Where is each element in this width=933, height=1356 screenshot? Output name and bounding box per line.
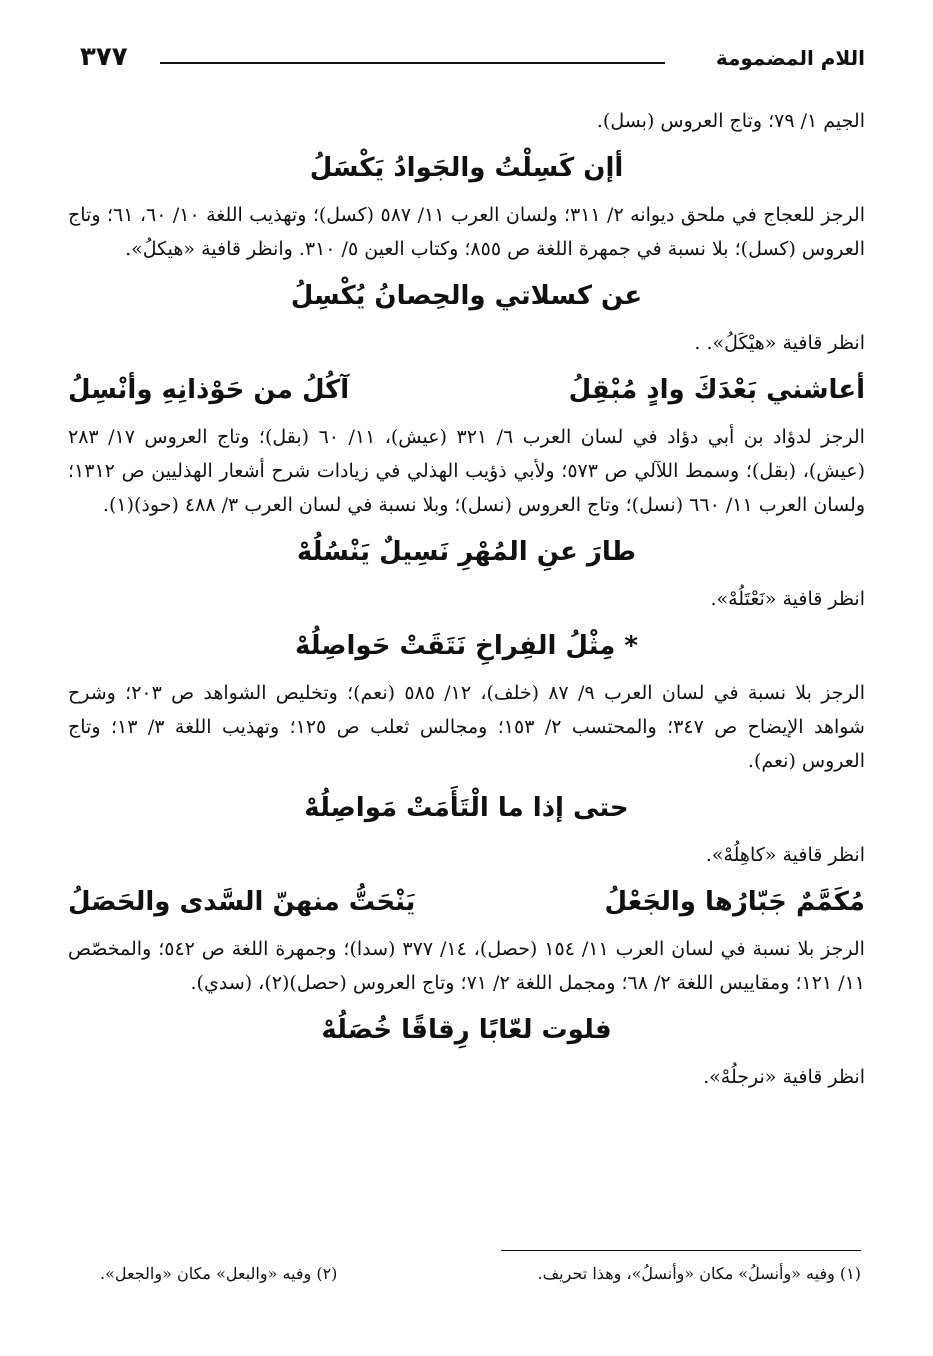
verse-second-hemistich: يَنْحَتُّ منهنّ السَّدى والحَصَلُ (68, 887, 416, 917)
citation-paragraph: الجيم ١/ ٧٩؛ وتاج العروس (بسل). (596, 110, 865, 132)
verse-couplet (68, 878, 865, 926)
header-rule (160, 62, 665, 64)
verse-line: * مِثْلُ الفِراخِ نَتَقَتْ حَواصِلُهْ (294, 631, 638, 661)
citation-paragraph: الرجز بلا نسبة في لسان العرب ٩/ ٨٧ (خلف)، ١٢/ ٥٨٥ (نعم)؛ وتخليص الشواهد ص ٢٠٣؛ وشرح شواهد الإيضاح ص ٣٤٧؛ والمحتسب ٢/ ١٥٣؛ ومجالس ثعلب ص ١٢٥؛ وتهذيب اللغة ٣/ ١٣؛ وتاج العروس (نعم). (68, 682, 865, 772)
page-number: ٣٧٧ (80, 42, 128, 72)
verse-line: حتى إذا ما الْتَأَمَتْ مَواصِلُهْ (304, 793, 629, 823)
verse-line: عن كسلاتي والحِصانُ يُكْسِلُ (290, 281, 643, 311)
cross-reference: انظر قافية «نرجلُهْ». (703, 1066, 865, 1088)
citation-paragraph: الرجز للعجاج في ملحق ديوانه ٢/ ٣١١؛ ولسان العرب ١١/ ٥٨٧ (كسل)؛ وتهذيب اللغة ١٠/ ٦٠، ٦١؛ وتاج العروس (كسل)؛ بلا نسبة في جمهرة اللغة ص ٨٥٥؛ وكتاب العين ٥/ ٣١٠. وانظر قافية «هيكلُ». (68, 204, 866, 260)
verse-couplet (68, 366, 865, 414)
verse-line: أإن كَسِلْتُ والجَوادُ يَكْسَلُ (309, 153, 624, 183)
page-header (80, 42, 865, 82)
citation-paragraph: الرجز لدؤاد بن أبي دؤاد في لسان العرب ٦/ ٣٢١ (عيش)، ١١/ ٦٠ (بقل)؛ وتاج العروس ١٧/ ٢٨٣ (عيش)، (بقل)؛ وسمط اللآلي ص ٥٧٣؛ ولأبي ذؤيب الهذلي في زيادات شرح أشعار الهذليين ص ١٣١٢؛ ولسان العرب ١١/ ٦٦٠ (نسل)؛ وتاج العروس (نسل)؛ وبلا نسبة في لسان العرب ٣/ ٤٨٨ (حوذ)(١). (68, 426, 865, 516)
footnote-2: (٢) وفيه «والبعل» مكان «والجعل». (100, 1264, 338, 1283)
page-body (68, 104, 865, 1096)
cross-reference: انظر قافية «كاهِلُهْ». (705, 844, 865, 866)
running-title: اللام المضمومة (715, 46, 865, 70)
verse-line: فلوت لعّابًا رِقاقًا خُصَلُهْ (321, 1015, 612, 1045)
citation-paragraph: الرجز بلا نسبة في لسان العرب ١١/ ١٥٤ (حصل)، ١٤/ ٣٧٧ (سدا)؛ وجمهرة اللغة ص ٥٤٢؛ والمخصّص ١١/ ١٢١؛ ومقاييس اللغة ٢/ ٦٨؛ ومجمل اللغة ٢/ ٧١؛ وتاج العروس (حصل)(٢)، (سدي). (68, 938, 865, 994)
cross-reference: انظر قافية «هيْكَلُ». . (694, 332, 865, 354)
footnotes (100, 1264, 861, 1283)
cross-reference: انظر قافية «نَعْتَلُهْ». (710, 588, 865, 610)
verse-first-hemistich: أعاشني بَعْدَكَ وادٍ مُبْقِلُ (568, 375, 865, 405)
verse-second-hemistich: آكُلُ من حَوْذانِهِ وأنْسِلُ (68, 375, 350, 405)
footnote-rule (501, 1250, 861, 1251)
verse-first-hemistich: مُكَمَّمٌ جَبّارُها والجَعْلُ (604, 887, 865, 917)
footnote-1: (١) وفيه «وأنسلُ» مكان «وأنسلُ»، وهذا تحريف. (537, 1264, 861, 1283)
verse-line: طارَ عنِ المُهْرِ نَسِيلٌ يَنْسُلُهْ (296, 537, 637, 567)
